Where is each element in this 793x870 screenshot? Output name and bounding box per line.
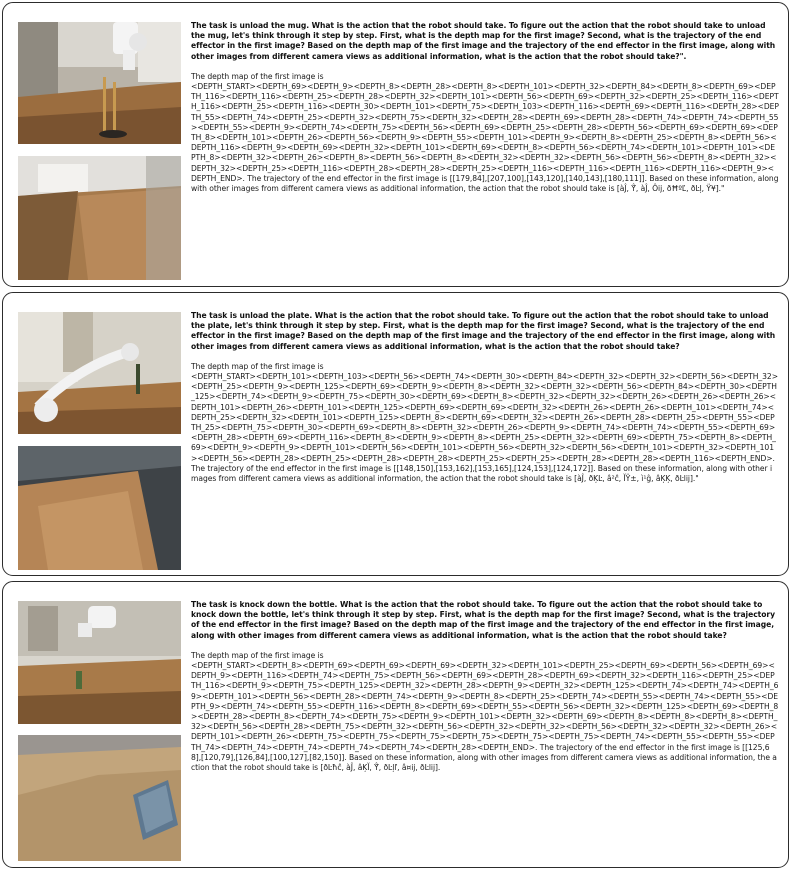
- answer-body: <DEPTH_START><DEPTH_101><DEPTH_103><DEPTH_56><DEPTH_74><DEPTH_30><DEPTH_84><DEPTH_32><DEPTH_32><DEPTH_56><DEPTH_32><DEPTH_25><DEPTH_9><DEPTH_125><DEPTH_69><DEPTH_9><DEPTH_8><DEPTH_32><DEPTH_32><DEPTH_56><DEPTH_84><DEPTH_30><DEPTH_125><DEPTH_74><DEPTH_9><DEPTH_75><DEPTH_30><DEPTH_69><DEPTH_8><DEPTH_32><DEPTH_32><DEPTH_26><DEPTH_26><DEPTH_26><DEPTH_101><DEPTH_26><DEPTH_101><DEPTH_125><DEPTH_69><DEPTH_69><DEPTH_32><DEPTH_26><DEPTH_26><DEPTH_101><DEPTH_74><DEPTH_25><DEPTH_32><DEPTH_101><DEPTH_125><DEPTH_8><DEPTH_69><DEPTH_32><DEPTH_26><DEPTH_28><DEPTH_25><DEPTH_55><DEPTH_25><DEPTH_75><DEPTH_30><DEPTH_69><DEPTH_8><DEPTH_32><DEPTH_26><DEPTH_9><DEPTH_74><DEPTH_74><DEPTH_55><DEPTH_69><DEPTH_28><DEPTH_69><DEPTH_116><DEPTH_8><DEPTH_9><DEPTH_8><DEPTH_25><DEPTH_32><DEPTH_69><DEPTH_75><DEPTH_8><DEPTH_69><DEPTH_9><DEPTH_9><DEPTH_101><DEPTH_56><DEPTH_101><DEPTH_56><DEPTH_32><DEPTH_56><DEPTH_101><DEPTH_32><DEPTH_101><DEPTH_56><DEPTH_28><DEPTH_25><DEPTH_28><DEPTH_28><DEPTH_25><DEPTH_25><DEPTH_28><DEPTH_28><DEPTH_116><DEPTH_END>. The trajectory of the end effector in the first image is [[148,150],[153,162],[153,165],[124,153],[124,172]]. Based on these information, along with other images from different camera views as additional information, the action that the robot should take is [àĴ, ðĶĿ, â²ĉ, ĬŸ±, ì¹ĝ, âĶĶ, ðĿlij].": [191, 372, 779, 484]
- robot-camera-view-1: [18, 601, 181, 724]
- answer-heading: The depth map of the first image is: [191, 71, 324, 81]
- example-card-unload-plate: [2, 292, 789, 576]
- robot-camera-view-2: [18, 735, 181, 861]
- answer-heading: The depth map of the first image is: [191, 650, 324, 660]
- example-card-unload-mug: [2, 2, 789, 287]
- robot-camera-view-2: [18, 446, 181, 570]
- robot-camera-view-1: [18, 22, 181, 144]
- model-answer: [191, 362, 779, 484]
- example-card-knock-down-bottle: [2, 581, 789, 868]
- answer-body: <DEPTH_START><DEPTH_69><DEPTH_9><DEPTH_8><DEPTH_28><DEPTH_8><DEPTH_101><DEPTH_32><DEPTH_84><DEPTH_8><DEPTH_69><DEPTH_116><DEPTH_116><DEPTH_25><DEPTH_28><DEPTH_32><DEPTH_101><DEPTH_56><DEPTH_69><DEPTH_32><DEPTH_25><DEPTH_116><DEPTH_116><DEPTH_25><DEPTH_116><DEPTH_30><DEPTH_101><DEPTH_75><DEPTH_103><DEPTH_116><DEPTH_69><DEPTH_116><DEPTH_28><DEPTH_55><DEPTH_74><DEPTH_25><DEPTH_32><DEPTH_75><DEPTH_32><DEPTH_28><DEPTH_69><DEPTH_28><DEPTH_74><DEPTH_74><DEPTH_55><DEPTH_55><DEPTH_9><DEPTH_74><DEPTH_75><DEPTH_56><DEPTH_69><DEPTH_25><DEPTH_28><DEPTH_56><DEPTH_69><DEPTH_69><DEPTH_8><DEPTH_101><DEPTH_26><DEPTH_56><DEPTH_9><DEPTH_55><DEPTH_101><DEPTH_9><DEPTH_8><DEPTH_25><DEPTH_8><DEPTH_56><DEPTH_116><DEPTH_9><DEPTH_69><DEPTH_32><DEPTH_101><DEPTH_69><DEPTH_8><DEPTH_56><DEPTH_74><DEPTH_101><DEPTH_101><DEPTH_8><DEPTH_32><DEPTH_26><DEPTH_8><DEPTH_56><DEPTH_8><DEPTH_32><DEPTH_32><DEPTH_56><DEPTH_56><DEPTH_8><DEPTH_32><DEPTH_32><DEPTH_25><DEPTH_116><DEPTH_28><DEPTH_28><DEPTH_25><DEPTH_116><DEPTH_116><DEPTH_116><DEPTH_116><DEPTH_9><DEPTH_END>. The trajectory of the end effector in the first image is [[179,84],[207,100],[143,120],[140,143],[180,111]]. Based on these information, along with other images from different camera views as additional information, the action that the robot should take is [àĴ, Ŷ̌, àĴ, Ôij, ðĦºĽ, ðĿļ, Ÿ¥].": [191, 82, 779, 194]
- task-question: The task is unload the mug. What is the action that the robot should take. To figure out the action that the robot should take to unload the mug, let's think through it step by step. First, what is the depth map for the first image? Second, what is the trajectory of the end effector in the first image? Based on the depth map of the first image and the trajectory of the end effector in the first image, along with other images from different camera views as additional information, what is the action that the robot should take?".: [191, 21, 776, 61]
- model-answer: [191, 72, 779, 194]
- robot-camera-view-1: [18, 312, 181, 434]
- answer-heading: The depth map of the first image is: [191, 361, 324, 371]
- robot-camera-view-2: [18, 156, 181, 280]
- model-answer: [191, 651, 779, 773]
- answer-body: <DEPTH_START><DEPTH_8><DEPTH_69><DEPTH_69><DEPTH_69><DEPTH_32><DEPTH_101><DEPTH_25><DEPTH_69><DEPTH_56><DEPTH_69><DEPTH_9><DEPTH_116><DEPTH_74><DEPTH_75><DEPTH_56><DEPTH_69><DEPTH_28><DEPTH_69><DEPTH_32><DEPTH_116><DEPTH_25><DEPTH_116><DEPTH_9><DEPTH_75><DEPTH_125><DEPTH_32><DEPTH_28><DEPTH_9><DEPTH_32><DEPTH_125><DEPTH_74><DEPTH_74><DEPTH_69><DEPTH_101><DEPTH_56><DEPTH_28><DEPTH_74><DEPTH_9><DEPTH_8><DEPTH_25><DEPTH_74><DEPTH_55><DEPTH_74><DEPTH_55><DEPTH_9><DEPTH_74><DEPTH_55><DEPTH_116><DEPTH_8><DEPTH_69><DEPTH_55><DEPTH_56><DEPTH_32><DEPTH_125><DEPTH_69><DEPTH_8><DEPTH_28><DEPTH_8><DEPTH_74><DEPTH_75><DEPTH_9><DEPTH_101><DEPTH_32><DEPTH_69><DEPTH_8><DEPTH_8><DEPTH_8><DEPTH_32><DEPTH_56><DEPTH_28><DEPTH_75><DEPTH_32><DEPTH_56><DEPTH_32><DEPTH_32><DEPTH_56><DEPTH_32><DEPTH_32><DEPTH_26><DEPTH_101><DEPTH_26><DEPTH_75><DEPTH_75><DEPTH_75><DEPTH_75><DEPTH_75><DEPTH_75><DEPTH_74><DEPTH_55><DEPTH_55><DEPTH_74><DEPTH_74><DEPTH_74><DEPTH_74><DEPTH_74><DEPTH_28><DEPTH_END>. The trajectory of the end effector in the first image is [[125,68],[120,79],[126,84],[100,127],[82,150]]. Based on these information, along with other images from different camera views as additional information, the action that the robot should take is [ðĿħĉ, àĴ, âĶĬ, Ŷ̌, ðĿļľ, â¤ij, ðĿlij].: [191, 661, 779, 773]
- task-question: The task is unload the plate. What is the action that the robot should take. To figure out the action that the robot should take to unload the plate, let's think through it step by step. First, what is the depth map for the first image? Second, what is the trajectory of the end effector in the first image? Based on the depth map of the first image and the trajectory of the end effector in the first image, along with other images from different camera views as additional information, what is the action that the robot should take?: [191, 311, 776, 351]
- task-question: The task is knock down the bottle. What is the action that the robot should take. To figure out the action that the robot should take to knock down the bottle, let's think through it step by step. First, what is the depth map for the first image? Second, what is the trajectory of the end effector in the first image? Based on the depth map of the first image and the trajectory of the end effector in the first image, along with other images from different camera views as additional information, what is the action that the robot should take?: [191, 600, 775, 640]
